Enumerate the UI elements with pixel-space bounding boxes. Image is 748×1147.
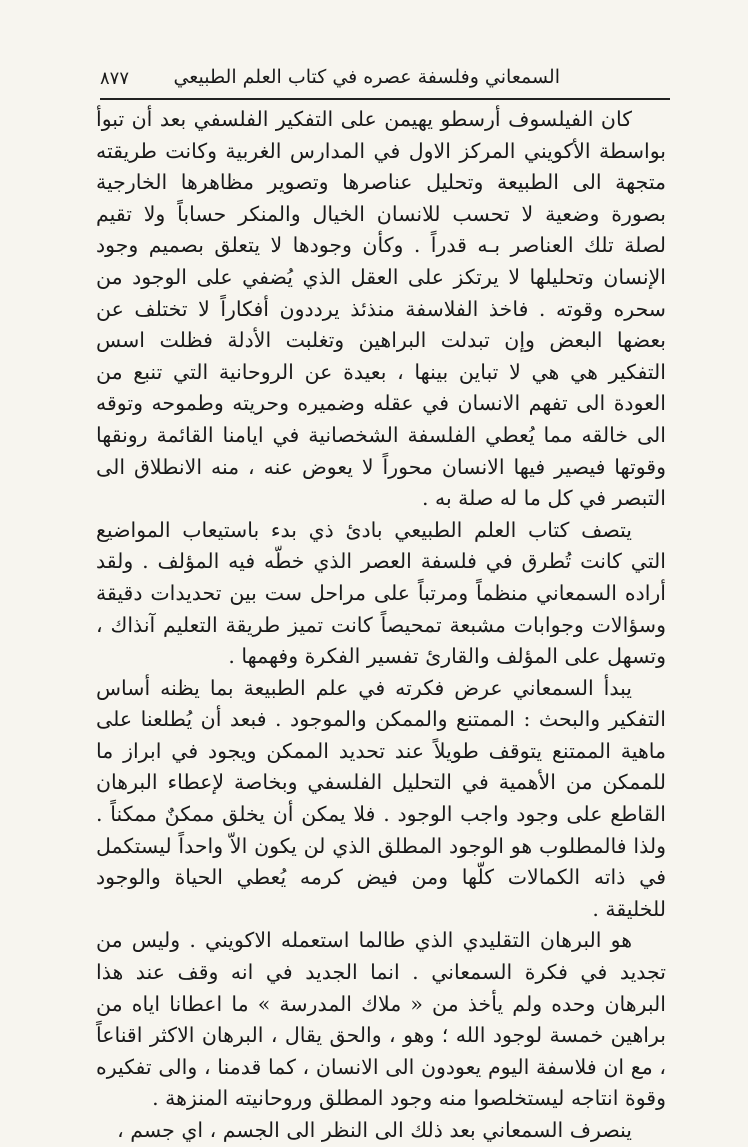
body-text bbox=[96, 104, 666, 1147]
paragraph: هو البرهان التقليدي الذي طالما استعمله الاكويني . وليس من تجديد في فكرة السمعاني . انما الجديد في انه وقف عند هذا البرهان وحده ولم يأخذ من « ملاك المدرسة » ما اعطانا اياه من براهين خمسة لوجود الله ؛ وهو ، والحق يقال ، البرهان الاكثر اقناعاً ، مع ان فلاسفة اليوم يعودون الى الانسان ، كما قدمنا ، والى تفكيره وقوة انتاجه ليستخلصوا منه وجود المطلق وروحانيته المنزهة . bbox=[96, 928, 666, 1111]
paragraph: ينصرف السمعاني بعد ذلك الى النظر الى الجسم ، اي جسم ، bbox=[117, 1118, 632, 1142]
paragraph: يتصف كتاب العلم الطبيعي بادئ ذي بدء باستيعاب المواضيع التي كانت تُطرق في فلسفة العصر الذي خطّه فيه المؤلف . ولقد أراده السمعاني منظماً ومرتباً على مراحل ست بين تحديدات دقيقة وسؤالات وجوابات مشبعة تمحيصاً كانت تميز طريقة التعليم آنذاك ، وتسهل على المؤلف والقارئ تفسير الفكرة وفهمها . bbox=[96, 517, 666, 669]
paragraph: كان الفيلسوف أرسطو يهيمن على التفكير الفلسفي بعد أن تبوأ بواسطة الأكويني المركز الاول في المدارس الغربية وكانت طريقته متجهة الى الطبيعة وتحليل عناصرها وتصوير مظاهرها الخارجية بصورة وضعية لا تحسب للانسان الخيال والمنكر حساباً ولا تقيم لصلة تلك العناصر بـه قدراً . وكأن وجودها لا يتعلق بصميم وجود الإنسان وتحليلها لا يرتكز على العقل الذي يُضفي على الوجود من سحره وقوته . فاخذ الفلاسفة منذئذ يرددون أفكاراً لا تختلف عن بعضها البعض وإن تبدلت البراهين وتغلبت الأدلة فظلت اسس التفكير هي هي لا تباين بينها ، بعيدة عن الروحانية التي تنبع من العودة الى تفهم الانسان في عقله وضميره وحريته وطموحه وتوقه الى خالقه مما يُعطي الفلسفة الشخصانية في ايامنا القائمة رونقها وقوتها فيصير فيها الانسان محوراً لا يعوض عنه ، منه الانطلاق الى التبصر في كل ما له صلة به . bbox=[96, 107, 666, 511]
paragraph: يبدأ السمعاني عرض فكرته في علم الطبيعة بما يظنه أساس التفكير والبحث : الممتنع والممكن والموجود . فبعد أن يُطلعنا على ماهية الممتنع يتوقف طويلاً عند تحديد الممكن ويجود في ابراز ما للممكن من الأهمية في التحليل الفلسفي وبخاصة لإعطاء البرهان القاطع على وجود واجب الوجود . فلا يمكن أن يخلق ممكنٌ ممكناً . ولذا فالمطلوب هو الوجود المطلق الذي لن يكون الاّ واحداً ليستكمل في ذاته الكمالات كلّها ومن فيض كرمه يُعطي الحياة والوجود للخليقة . bbox=[96, 675, 666, 921]
header-title: السمعاني وفلسفة عصره في كتاب العلم الطبيعي bbox=[173, 66, 560, 88]
running-header bbox=[100, 62, 670, 100]
page-number: ٨٧٧ bbox=[100, 68, 130, 89]
